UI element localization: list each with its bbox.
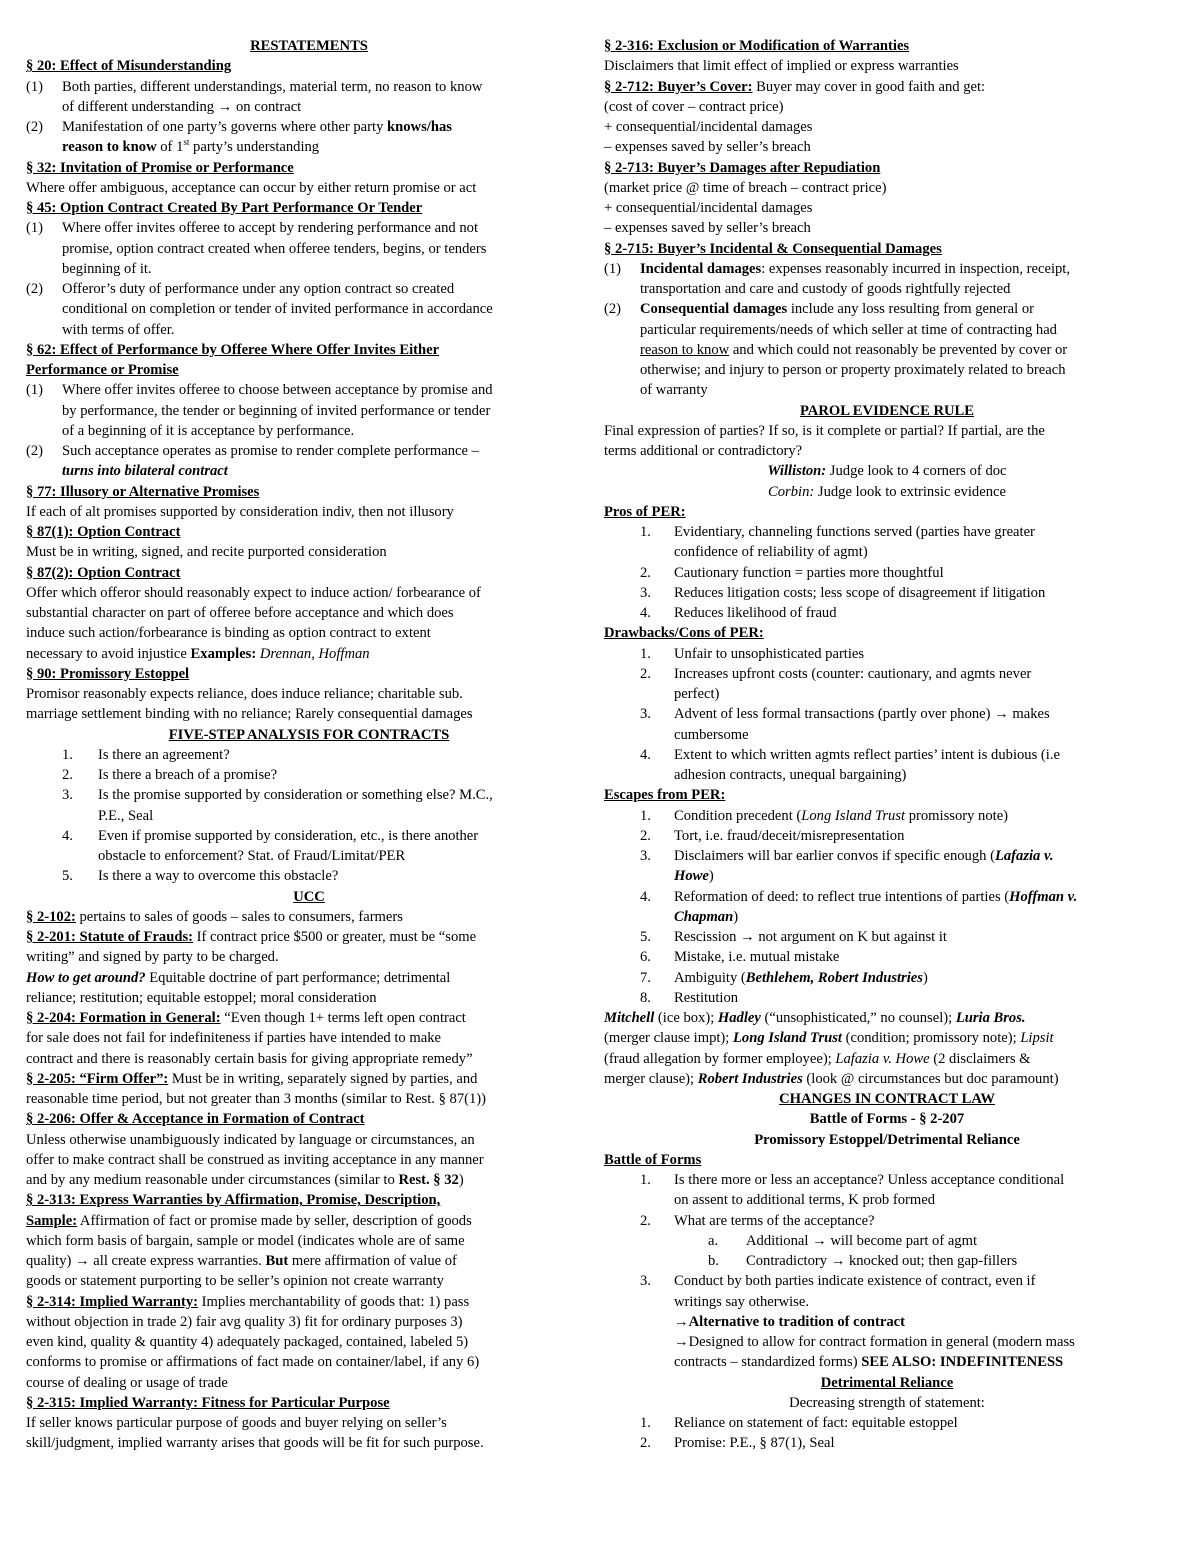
- escapes-item-3: 3. Disclaimers will bar earlier convos if specific enough (Lafazia v. Howe): [640, 848, 1054, 885]
- pros-item-2: 2. Cautionary function = parties more thoughtful: [640, 564, 944, 581]
- case-list: Mitchell (ice box); Hadley (“unsophisticated,” no counsel); Luria Bros. (merger clause impt); Long Island Trust (condition; promissory note); Lipsit (fraud allegation by former employee); Lafazia v. Howe (2 disclaimers & merger clause); Robert Industries (look @ circumstances but doc paramount): [604, 1010, 1059, 1087]
- cons-item-2: 2. Increases upfront costs (counter: cautionary, and agmts never perfect): [640, 665, 1032, 702]
- detrimental-reliance-item-2: 2. Promise: P.E., § 87(1), Seal: [640, 1435, 835, 1452]
- section-87-2-text: Offer which offeror should reasonably expect to induce action/ forbearance of substantial character on part of offeree before acceptance and which does induce such action/forbearance is binding as option contract to extent necessary to avoid injustice Examples: Drennan, Hoffman: [26, 584, 481, 662]
- battle-of-forms-item-1: 1. Is there more or less an acceptance? Unless acceptance conditional on assent to additional terms, K prob formed: [640, 1172, 1065, 1209]
- five-step-title: FIVE-STEP ANALYSIS FOR CONTRACTS: [168, 726, 450, 743]
- ucc-2-102: § 2-102: pertains to sales of goods – sales to consumers, farmers: [26, 908, 403, 925]
- restatements-title: RESTATEMENTS: [250, 38, 368, 54]
- section-45-heading: § 45: Option Contract Created By Part Performance Or Tender: [26, 200, 423, 216]
- escapes-heading: Escapes from PER:: [604, 787, 726, 804]
- ucc-2-201: § 2-201: Statute of Frauds: If contract price $500 or greater, must be “some writing” and signed by party to be charged. How to get around? Equitable doctrine of part performance; detrimental reliance; restitution; equitable estoppel; moral consideration: [26, 929, 477, 1006]
- escapes-item-2: 2. Tort, i.e. fraud/deceit/misrepresentation: [640, 827, 905, 844]
- section-62-heading: § 62: Effect of Performance by Offeree Where Offer Invites Either: [26, 341, 440, 358]
- escapes-item-1: 1. Condition precedent (Long Island Trust promissory note): [640, 807, 1009, 824]
- escapes-item-7: 7. Ambiguity (Bethlehem, Robert Industries): [640, 969, 928, 986]
- section-90-text: Promisor reasonably expects reliance, does induce reliance; charitable sub. marriage settlement binding with no reliance; Rarely consequential damages: [26, 686, 473, 723]
- five-step-item-1: 1. Is there an agreement?: [62, 746, 230, 763]
- left-column: [26, 36, 592, 1454]
- section-32-heading: § 32: Invitation of Promise or Performance: [26, 159, 294, 176]
- battle-of-forms-heading: Battle of Forms: [604, 1151, 702, 1168]
- ucc-2-314: § 2-314: Implied Warranty: Implies merchantability of goods that: 1) pass without objection in trade 2) fair avg quality 3) fit for ordinary purposes 3) even kind, quality & quantity 4) adequately packaged, contained, labeled 5) conforms to promise or affirmations of fact made on container/label, if any 6) course of dealing or usage of trade: [26, 1293, 480, 1391]
- pros-heading: Pros of PER:: [604, 503, 686, 520]
- ucc-2-204: § 2-204: Formation in General: “Even though 1+ terms left open contract for sale does not fail for indefiniteness if parties have intended to make contract and there is reasonably certain basis for giving appropriate remedy”: [26, 1010, 473, 1067]
- escapes-item-4: 4. Reformation of deed: to reflect true intentions of parties (Hoffman v. Chapman): [640, 888, 1078, 925]
- section-87-1-heading: § 87(1): Option Contract: [26, 524, 181, 540]
- cons-item-4: 4. Extent to which written agmts reflect parties’ intent is dubious (i.e adhesion contracts, unequal bargaining): [640, 746, 1060, 783]
- ucc-2-316-heading: § 2-316: Exclusion or Modification of Warranties: [604, 38, 910, 54]
- detrimental-reliance-title: Detrimental Reliance: [820, 1374, 954, 1391]
- right-column: [604, 36, 1170, 1454]
- battle-of-forms-item-3: 3. Conduct by both parties indicate existence of contract, even if writings say otherwise. →Alternative to tradition of contract →Designed to allow for contract formation in general (modern mass contracts – standardized forms) SEE ALSO: INDEFINITENESS: [640, 1273, 1075, 1371]
- section-20-item-2: (2) Manifestation of one party’s governs where other party knows/has reason to know of 1st party’s understanding: [26, 119, 452, 156]
- pros-item-3: 3. Reduces litigation costs; less scope of disagreement if litigation: [640, 584, 1046, 601]
- parol-evidence-intro: Final expression of parties? If so, is it complete or partial? If partial, are the terms additional or contradictory? Williston: Judge look to 4 corners of doc Corbin: Judge look to extrinsic evidence: [604, 422, 1045, 500]
- ucc-2-715-heading: § 2-715: Buyer’s Incidental & Consequential Damages: [604, 240, 942, 257]
- cons-heading: Drawbacks/Cons of PER:: [604, 625, 764, 642]
- pros-item-4: 4. Reduces likelihood of fraud: [640, 605, 837, 621]
- ucc-title: UCC: [293, 888, 325, 905]
- battle-of-forms-item-2b: b. Contradictory → knocked out; then gap-fillers: [708, 1253, 1018, 1269]
- ucc-2-712: § 2-712: Buyer’s Cover: Buyer may cover in good faith and get: (cost of cover – contract price) + consequential/incidental damages – expenses saved by seller’s breach: [604, 78, 986, 156]
- section-77-text: If each of alt promises supported by consideration indiv, then not illusory: [26, 503, 454, 520]
- detrimental-reliance-subtitle: Decreasing strength of statement:: [789, 1394, 985, 1411]
- escapes-item-5: 5. Rescission → not argument on K but against it: [640, 929, 947, 945]
- section-62-item-2: (2) Such acceptance operates as promise to render complete performance – turns into bilateral contract: [26, 443, 479, 480]
- section-20-item-1: (1) Both parties, different understandings, material term, no reason to know of different understanding → on contract: [26, 78, 483, 115]
- escapes-item-6: 6. Mistake, i.e. mutual mistake: [640, 949, 840, 966]
- section-62-heading-cont: Performance or Promise: [26, 362, 179, 378]
- battle-of-forms-item-2a: a. Additional → will become part of agmt: [708, 1232, 978, 1249]
- cons-item-3: 3. Advent of less formal transactions (partly over phone) → makes cumbersome: [640, 706, 1050, 743]
- changes-title: CHANGES IN CONTRACT LAW: [779, 1091, 995, 1107]
- ucc-2-715-item-1: (1) Incidental damages: expenses reasonably incurred in inspection, receipt, transportation and care and custody of goods rightfully rejected: [604, 260, 1071, 297]
- changes-subtitle-2: Promissory Estoppel/Detrimental Reliance: [754, 1131, 1020, 1148]
- ucc-2-206: § 2-206: Offer & Acceptance in Formation of Contract Unless otherwise unambiguously indicated by language or circumstances, an offer to make contract shall be construed as inviting acceptance in any manner and by any medium reasonable under circumstances (similar to Rest. § 32): [26, 1111, 484, 1188]
- five-step-item-2: 2. Is there a breach of a promise?: [62, 767, 278, 783]
- ucc-2-715-item-2: (2) Consequential damages include any loss resulting from general or particular requirements/needs of which seller at time of contracting had reason to know and which could not reasonably be prevented by cover or otherwise; and injury to person or property proximately related to breach of warranty: [604, 301, 1068, 399]
- parol-evidence-title: PAROL EVIDENCE RULE: [799, 402, 975, 419]
- cons-item-1: 1. Unfair to unsophisticated parties: [640, 645, 865, 662]
- section-90-heading: § 90: Promissory Estoppel: [26, 665, 190, 682]
- section-45-item-2: (2) Offeror’s duty of performance under any option contract so created conditional on completion or tender of invited performance in accordance with terms of offer.: [26, 281, 493, 338]
- changes-subtitle-1: Battle of Forms - § 2-207: [809, 1111, 965, 1128]
- five-step-item-3: 3. Is the promise supported by consideration or something else? M.C., P.E., Seal: [62, 787, 493, 824]
- ucc-2-316-text: Disclaimers that limit effect of implied or express warranties: [604, 58, 959, 75]
- section-45-item-1: (1) Where offer invites offeree to accept by rendering performance and not promise, option contract created when offeree tenders, begins, or tenders beginning of it.: [26, 220, 487, 277]
- pros-item-1: 1. Evidentiary, channeling functions served (parties have greater confidence of reliability of agmt): [640, 524, 1035, 561]
- ucc-2-205: § 2-205: “Firm Offer”: Must be in writing, separately signed by parties, and reasonable time period, but not greater than 3 months (similar to Rest. § 87(1)): [26, 1070, 486, 1107]
- five-step-item-4: 4. Even if promise supported by consideration, etc., is there another obstacle to enforcement? Stat. of Fraud/Limitat/PER: [62, 827, 479, 864]
- section-87-1-text: Must be in writing, signed, and recite purported consideration: [26, 544, 387, 561]
- five-step-item-5: 5. Is there a way to overcome this obstacle?: [62, 868, 339, 885]
- section-32-text: Where offer ambiguous, acceptance can occur by either return promise or act: [26, 179, 477, 196]
- escapes-item-8: 8. Restitution: [640, 989, 739, 1006]
- battle-of-forms-item-2: 2. What are terms of the acceptance?: [640, 1212, 875, 1229]
- section-20-heading: § 20: Effect of Misunderstanding: [26, 58, 232, 75]
- section-87-2-heading: § 87(2): Option Contract: [26, 564, 181, 581]
- section-77-heading: § 77: Illusory or Alternative Promises: [26, 483, 260, 500]
- ucc-2-315: § 2-315: Implied Warranty: Fitness for Particular Purpose If seller knows particular purpose of goods and buyer relying on seller’s skill/judgment, implied warranty arises that goods will be fit for such purpose.: [26, 1394, 484, 1452]
- ucc-2-713: § 2-713: Buyer’s Damages after Repudiation (market price @ time of breach – contract price) + consequential/incidental damages – expenses saved by seller’s breach: [604, 159, 887, 237]
- ucc-2-313: § 2-313: Express Warranties by Affirmation, Promise, Description, Sample: Affirmation of fact or promise made by seller, description of goods which form basis of bargain, sample or model (indicates whole are of same quality) → all create express warranties. But mere affirmation of value of goods or statement purporting to be seller’s opinion not create warranty: [26, 1192, 472, 1290]
- section-62-item-1: (1) Where offer invites offeree to choose between acceptance by promise and by performance, the tender or beginning of invited performance or tender of a beginning of it is acceptance by performance.: [26, 382, 493, 439]
- detrimental-reliance-item-1: 1. Reliance on statement of fact: equitable estoppel: [640, 1415, 958, 1431]
